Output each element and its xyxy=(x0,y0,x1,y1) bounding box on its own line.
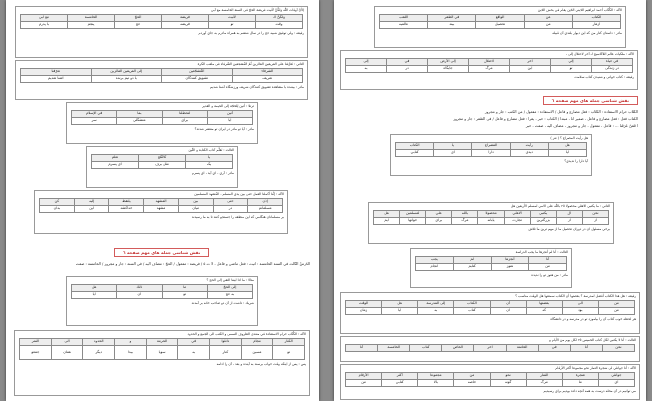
block-footer: پس : پس از اينكه وقت خواب برسند به آينده و بعد ، آن را ادامه xyxy=(216,362,306,366)
table-cell: بود xyxy=(562,308,598,315)
word-table xyxy=(71,284,253,299)
table-cell: الشرفاء xyxy=(232,69,303,76)
table-cell: من xyxy=(454,373,490,380)
table-cell: تو xyxy=(273,346,305,360)
table-cell: لاحتلال xyxy=(469,59,510,66)
block-footer: مادر : داستان كنار من كه اين دیوار بلندي آن قبيله xyxy=(552,31,622,35)
block-caption: الآله : ملکیات عالم اللاكاسيح لـ آخر لاحتلال إلى ، xyxy=(565,52,634,56)
table-cell: از xyxy=(556,218,582,225)
table-cell: يا xyxy=(434,143,472,150)
word-table xyxy=(415,256,567,271)
table-cell: في xyxy=(178,339,210,346)
table-cell: آيا xyxy=(548,150,586,157)
block-footer: بر مسلمانان هنگامي كه اين منطقه را جستجو كنند تا به ما رسيدند xyxy=(191,215,284,219)
block-caption: الثاني : ما يكتبي الاهلي محصولا ٢٥ باللّه على الامي لمسلم الأربعين هل xyxy=(510,204,610,208)
sentence-block-3 xyxy=(66,102,258,144)
table-cell: متشكّلي xyxy=(117,118,162,125)
block-caption: الآله : أنا جوانئي لى شجرة الثمار نحو مجموعا أكثر الأرقام xyxy=(555,366,636,370)
table-cell: لمسلمين xyxy=(400,211,426,218)
table-cell: سويا xyxy=(146,346,178,360)
sentence-block-r5 xyxy=(410,248,572,288)
table-cell: المشهد xyxy=(144,199,179,206)
sentence-block-r8 xyxy=(340,364,640,400)
table-cell: من xyxy=(598,308,634,315)
table-cell: كتاب xyxy=(410,345,442,352)
table-cell: اي xyxy=(434,150,472,157)
table-cell: الواقع xyxy=(476,15,524,22)
table-cell: در xyxy=(213,206,248,213)
table-cell: إلى xyxy=(346,59,387,66)
table-cell: مجام xyxy=(241,339,273,346)
word-table xyxy=(71,110,253,125)
table-cell: في الإسلام xyxy=(72,111,117,118)
analysis-paragraph: الكتاب فعل : فعل مضارع و فاعل ، ضمير انا ، مبتدا / الكتاب : خبر ، يقرأ : فعل مضارع و فاعل / فى الصّقر : جار و مجرور xyxy=(453,117,638,121)
block-caption: ثرتلا : أتين لِلحَجّة إلى الخيمة و الغدير xyxy=(202,104,254,108)
table-cell: الخاتمة xyxy=(506,345,538,352)
table-cell: شريف xyxy=(232,76,303,83)
table-cell: خاصه xyxy=(454,380,490,387)
table-cell: المصراع xyxy=(472,143,510,150)
sentence-block-6 xyxy=(66,276,258,326)
table-cell: براى xyxy=(162,118,207,125)
table-cell: الثمر xyxy=(20,339,52,346)
table-cell: كتابم xyxy=(453,264,491,271)
table-cell: أنجزها xyxy=(491,257,529,264)
table-cell: باللّه xyxy=(452,211,478,218)
table-cell: نحن xyxy=(602,345,634,352)
table-cell: لتحصّلنا xyxy=(162,111,207,118)
table-cell: هنوز xyxy=(491,264,529,271)
table-cell: أكثر xyxy=(382,373,418,380)
table-cell: الثمار xyxy=(526,373,562,380)
table-cell: ذلك xyxy=(117,285,162,292)
table-cell: حتى xyxy=(213,199,248,206)
block-footer: رفیقه : كتاب خوانى و شنيدن كتاب سلامت xyxy=(574,75,634,79)
block-footer: آيا دارا را نديدي؟ xyxy=(564,159,588,163)
table-cell: و xyxy=(115,339,147,346)
block-footer: مي توانيم در آن محله درست به همه آنچه داده بوديم براي رسيديم xyxy=(543,389,636,393)
table-cell: سر xyxy=(72,118,117,125)
table-cell: آشنا شديم xyxy=(21,76,92,83)
word-table xyxy=(39,198,283,213)
analysis-paragraph: الدّرسُ الثّالث في السنة الخامسة : أتيت : فعل ماضي و فاعل ، لا ت ٥ / فريضة : مفعول / الحجّ : مضاف اليه / في السنة : جار و مجرور / الخامسة : صفت xyxy=(75,262,310,266)
block-caption: الآله : الكُتّاب حرام الاستفادة في منتدى الظروف السمى و الكتب الى الجمع و الحدود xyxy=(187,332,306,336)
table-cell: نحو xyxy=(490,373,526,380)
table-cell: الوقت xyxy=(346,301,382,308)
table-cell: من xyxy=(346,380,382,387)
sentence-block-r2 xyxy=(340,50,638,90)
sentence-block-5 xyxy=(34,190,288,234)
table-cell: في xyxy=(387,59,428,66)
word-table xyxy=(345,344,635,352)
table-cell: ازهار xyxy=(572,22,620,29)
table-cell: جمعو xyxy=(20,346,52,360)
table-cell: يا xyxy=(186,155,233,162)
section-banner: نقش شناسي جمله هاي مهم صفحه ٦ xyxy=(114,248,209,257)
word-table xyxy=(373,210,609,225)
table-cell: تو xyxy=(551,66,592,73)
block-caption: الثالث : تَعَلَّم آداب الكتابة و اللّين xyxy=(188,148,234,152)
word-table xyxy=(345,300,635,315)
table-cell: أنا xyxy=(570,345,602,352)
table-cell: من xyxy=(529,264,567,271)
left-page xyxy=(6,0,319,401)
table-cell: با دو تيم برنده xyxy=(91,76,162,83)
word-table xyxy=(379,14,621,29)
table-cell: خوانها xyxy=(400,218,426,225)
table-cell: زمان xyxy=(346,308,382,315)
analysis-paragraph: أ فَمَنْ عَرَفَنا ... : فاعل ، مفعول ، جار و مجرور ، مضاف اليه ، صفت ، خبر xyxy=(525,124,638,128)
table-cell: بيدا xyxy=(115,346,147,360)
table-cell: آيا xyxy=(207,118,252,125)
table-cell: به xyxy=(346,66,387,73)
word-table xyxy=(345,372,635,387)
table-cell: مجموعا xyxy=(418,373,454,380)
sentence-block-4 xyxy=(86,146,238,188)
block-caption: الآله : إنَّنا أكملنا العمل حتى بين يدي المسلم ، المُشهد المسلمين xyxy=(194,192,284,196)
sentence-block-r4 xyxy=(368,202,614,244)
table-cell: الاهلي xyxy=(504,211,530,218)
table-cell: لم xyxy=(453,257,491,264)
table-cell: مثل برف xyxy=(139,162,186,169)
table-cell: در زندگی xyxy=(592,66,633,73)
table-cell: الخامسة xyxy=(68,15,115,22)
table-cell: أنا xyxy=(529,257,567,264)
block-caption: رفيقه : هل هذا الكتاب أفضل لمدرسة ؟ بقصتها أن الكتاب سمعتها هل الوقت مناسب ؟ xyxy=(515,294,636,298)
table-cell: تشويق كنندگان xyxy=(162,76,233,83)
table-cell: بدان xyxy=(40,206,75,213)
table-cell: أتين xyxy=(207,111,252,118)
sentence-block-r6 xyxy=(340,292,640,334)
table-cell: تجارت xyxy=(504,218,530,225)
table-cell: مع آبي xyxy=(21,15,68,22)
block-caption: الثالث : أنا لا يكتبي لكل كتاب الخميس ٢٥ لكل يوم من الأيام و xyxy=(549,338,636,342)
table-cell: كتاب xyxy=(454,308,490,315)
block-caption: اِلأنَّ آوقات اللّٰه وَلكُنَّ لَأتيت فريضة الحجّ فى السنة الخامسة مع آبي xyxy=(211,8,304,12)
table-cell: با پدرم xyxy=(21,22,68,29)
table-cell: مسلمانم xyxy=(248,206,283,213)
block-footer: هر لحظه خوب كتاب آن را بیاموزد تو در مدرسه و در دانشگاه xyxy=(550,317,636,321)
table-cell: أنا xyxy=(346,345,378,352)
table-cell: بقصتها xyxy=(526,301,562,308)
table-cell: إلى المدرسة xyxy=(418,301,454,308)
sentence-block-r3 xyxy=(390,134,592,176)
table-cell: اين xyxy=(510,66,551,73)
block-footer: شريك : داشت از آن دو صاحب خانه بر آمدند xyxy=(191,301,254,305)
table-cell: اللّقب xyxy=(380,15,428,22)
table-cell: الكتاب xyxy=(454,301,490,308)
table-cell: آن xyxy=(117,292,162,299)
table-cell: به xyxy=(418,308,454,315)
table-cell: تو xyxy=(162,292,207,299)
table-cell: بالا xyxy=(418,380,454,387)
table-cell: حج xyxy=(115,22,162,29)
table-cell: هل xyxy=(72,285,117,292)
table-cell: الحدود xyxy=(83,339,115,346)
table-cell: آيا xyxy=(72,292,117,299)
sentence-block-7 xyxy=(14,330,310,396)
table-cell: نحن xyxy=(582,211,608,218)
table-cell: ال xyxy=(556,211,582,218)
table-cell: پنجم xyxy=(68,22,115,29)
table-cell: مرگ xyxy=(469,66,510,73)
table-cell: بیند xyxy=(428,22,476,29)
table-cell: در xyxy=(387,66,428,73)
table-cell: كتابي xyxy=(396,150,434,157)
table-cell: بين xyxy=(178,199,213,206)
block-footer: مادر : آيا تو مادر در ايران تو منتشر شدند؟ xyxy=(194,127,254,131)
table-cell: علي xyxy=(426,211,452,218)
table-cell: لَأتيت xyxy=(209,15,256,22)
table-cell: اي پسرم xyxy=(92,162,139,169)
table-cell: كالثّلج xyxy=(139,155,186,162)
sentence-block-1 xyxy=(15,6,308,58)
table-cell: از xyxy=(582,218,608,225)
word-table xyxy=(395,142,587,157)
table-cell: آخر xyxy=(510,59,551,66)
table-cell: شجرة xyxy=(562,373,598,380)
table-cell: عن xyxy=(524,15,572,22)
table-cell: آخر xyxy=(474,345,506,352)
table-cell: ايم xyxy=(374,218,400,225)
block-caption: الثاني : تَعَرَّفنا على الفريقين الفائزين ثُمّ المُشجعين الشّرفاء فى ملعب الكرة xyxy=(197,62,304,66)
table-cell: براي xyxy=(426,218,452,225)
word-table xyxy=(20,68,303,83)
word-table xyxy=(91,154,233,169)
table-cell: محصولا xyxy=(478,211,504,218)
table-cell: يلتقط xyxy=(109,199,144,206)
table-cell: ديگر xyxy=(83,346,115,360)
table-cell: آيا xyxy=(382,308,418,315)
table-cell: الخاص xyxy=(442,345,474,352)
table-cell: آن xyxy=(490,308,526,315)
table-cell: تعلّم xyxy=(92,155,139,162)
block-caption: مثالا : ما ادا ليتنا التقي إلى الحج ؟ xyxy=(206,278,254,282)
table-cell: كتابي xyxy=(382,380,418,387)
table-cell: إلى الفريقين الفائزين xyxy=(91,69,162,76)
table-cell: يک xyxy=(186,162,233,169)
table-cell: ميان xyxy=(178,206,213,213)
sentence-block-r1 xyxy=(374,6,626,48)
table-cell: إذن xyxy=(248,199,283,206)
table-cell: الى xyxy=(51,339,83,346)
table-cell: فريضه xyxy=(162,22,209,29)
table-cell: ما xyxy=(162,285,207,292)
block-footer: مادر : آري - اي آيد ، اي پسرم xyxy=(191,171,234,175)
table-cell: الخامسة xyxy=(378,345,410,352)
table-cell: رأيت xyxy=(510,143,548,150)
table-cell: همان xyxy=(51,346,83,360)
table-cell: جوانئي xyxy=(598,373,634,380)
table-cell: في xyxy=(538,345,570,352)
table-cell: هل xyxy=(382,301,418,308)
table-cell: الكتاب xyxy=(572,15,620,22)
table-cell: به xyxy=(178,346,210,360)
block-caption: الآله : الكُتّاب أحمد ابراهيم الدّيني الدّين يقام في بخش الدّين xyxy=(537,8,622,12)
table-cell: وَلكُنَّ ك xyxy=(256,15,303,22)
table-cell: عالمیه xyxy=(380,22,428,29)
table-cell: بما xyxy=(117,111,162,118)
block-footer: برخي مسئول ان در دوران تحصيل ما از مهم ترين ما تلاش xyxy=(528,227,610,231)
table-cell: يجب xyxy=(416,257,454,264)
table-cell: الحجّ xyxy=(115,15,162,22)
table-cell: فريضة xyxy=(162,15,209,22)
table-cell: يابانه xyxy=(478,218,504,225)
table-cell: دارا xyxy=(472,150,510,157)
block-footer: مادر : من هنوز تو را ندیده xyxy=(531,273,568,277)
table-cell: إلى الحجّ xyxy=(207,285,252,292)
table-cell: كنار xyxy=(210,346,242,360)
table-cell: تحصیل xyxy=(476,22,524,29)
table-cell: اي xyxy=(598,380,634,387)
table-cell: وقت xyxy=(256,22,303,29)
table-cell: المُشجّعين xyxy=(162,69,233,76)
table-cell: مرگ xyxy=(452,218,478,225)
table-cell: به حج xyxy=(207,292,252,299)
table-cell: خداكشد xyxy=(109,206,144,213)
table-cell: الأرقام xyxy=(346,373,382,380)
table-cell: مسين xyxy=(241,346,273,360)
table-cell: إلى الأرض xyxy=(428,59,469,66)
table-cell: من xyxy=(524,22,572,29)
table-cell: يكتبي xyxy=(530,211,556,218)
sentence-block-2 xyxy=(15,60,308,100)
block-footer: رفيقه : ولي توفيق شبيه حج را در سال ششم به همراه مادرم به جاي آوردم xyxy=(198,31,304,35)
table-cell: الحرمة xyxy=(146,339,178,346)
table-cell: اين xyxy=(74,206,109,213)
table-cell: گونه xyxy=(490,380,526,387)
table-cell: من xyxy=(598,301,634,308)
table-cell: في الصّقر xyxy=(428,15,476,22)
table-cell: جايگاه xyxy=(428,66,469,73)
word-table xyxy=(345,58,633,73)
block-caption: الثالث : أنا لم أنجزها ما يجب الدراسة xyxy=(515,250,568,254)
analysis-paragraph: الكُتّاب حرام الاستفادة : الكُتّاب : فعل مضارع و فاعل / الاستفادة : مفعول / من الكتب : جار و مجرور xyxy=(484,110,638,114)
table-cell: أن xyxy=(490,301,526,308)
table-cell: هل xyxy=(374,211,400,218)
table-cell: تعرّفنا xyxy=(21,69,92,76)
table-cell: الكتاب xyxy=(396,143,434,150)
table-cell: إليه xyxy=(74,199,109,206)
table-cell: انجام xyxy=(416,264,454,271)
section-banner: نقش شناسي جمله هاي مهم صفحه ٦ xyxy=(543,96,638,105)
block-footer: مادر : بيننده با مشاهده تشويق كنندگان شريف ورزشگاه آشنا شديم xyxy=(209,85,304,89)
table-cell: مشهد xyxy=(144,206,179,213)
table-cell: مرگ xyxy=(526,380,562,387)
table-cell: الى xyxy=(562,301,598,308)
table-cell: في حياة xyxy=(592,59,633,66)
table-cell: تو xyxy=(209,22,256,29)
table-cell: الكثار xyxy=(273,339,305,346)
table-cell: إلي xyxy=(551,59,592,66)
sentence-block-r7 xyxy=(340,336,640,362)
table-cell: هل xyxy=(548,143,586,150)
table-cell: ديدي xyxy=(510,150,548,157)
table-cell: كن xyxy=(40,199,75,206)
word-table xyxy=(19,338,305,360)
right-page xyxy=(334,0,646,401)
block-caption: هل رأيت المصراع ؟ ( نثر ) xyxy=(550,136,588,140)
table-cell: كه xyxy=(526,308,562,315)
word-table xyxy=(20,14,303,29)
table-cell: بزرگترين xyxy=(530,218,556,225)
table-cell: ما xyxy=(562,380,598,387)
table-cell: دانلوا xyxy=(210,339,242,346)
